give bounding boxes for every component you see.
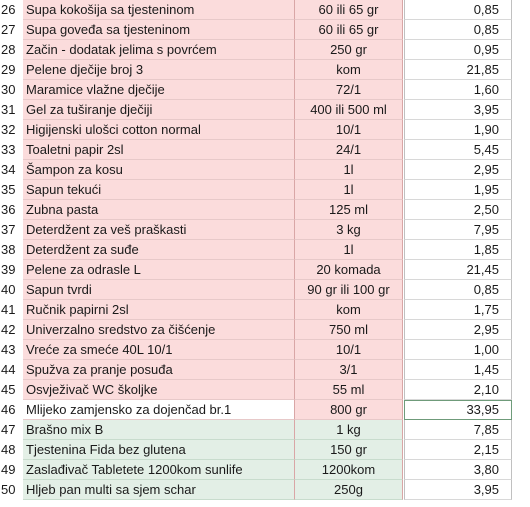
item-name-cell[interactable]: Supa goveđa sa tjesteninom xyxy=(23,20,294,40)
price-cell[interactable]: 7,85 xyxy=(404,420,512,440)
row-number-cell[interactable]: 29 xyxy=(1,62,16,77)
quantity-cell[interactable]: 250g xyxy=(294,480,403,500)
row-number-cell[interactable]: 36 xyxy=(1,202,16,217)
item-name-cell[interactable]: Zubna pasta xyxy=(23,200,294,220)
table-row xyxy=(0,300,530,320)
item-name-cell[interactable]: Spužva za pranje posuđa xyxy=(23,360,294,380)
item-name-cell[interactable]: Deterdžent za suđe xyxy=(23,240,294,260)
table-row xyxy=(0,160,530,180)
item-name-cell[interactable]: Toaletni papir 2sl xyxy=(23,140,294,160)
price-cell[interactable]: 1,85 xyxy=(404,240,512,260)
quantity-cell[interactable]: 10/1 xyxy=(294,120,403,140)
price-cell[interactable]: 1,75 xyxy=(404,300,512,320)
table-row xyxy=(0,200,530,220)
quantity-cell[interactable]: 1 kg xyxy=(294,420,403,440)
item-name-cell[interactable]: Pelene za odrasle L xyxy=(23,260,294,280)
price-cell[interactable]: 1,90 xyxy=(404,120,512,140)
row-number-cell[interactable]: 46 xyxy=(1,402,16,417)
row-number-cell[interactable]: 50 xyxy=(1,482,16,497)
quantity-cell[interactable]: 125 ml xyxy=(294,200,403,220)
quantity-cell[interactable]: 60 ili 65 gr xyxy=(294,20,403,40)
table-row xyxy=(0,340,530,360)
quantity-cell[interactable]: 150 gr xyxy=(294,440,403,460)
price-cell[interactable]: 7,95 xyxy=(404,220,512,240)
quantity-cell[interactable]: 24/1 xyxy=(294,140,403,160)
table-row xyxy=(0,240,530,260)
price-cell[interactable]: 33,95 xyxy=(404,400,512,420)
quantity-cell[interactable]: 1l xyxy=(294,240,403,260)
quantity-cell[interactable]: 72/1 xyxy=(294,80,403,100)
table-row xyxy=(0,260,530,280)
table-row xyxy=(0,380,530,400)
price-cell[interactable]: 3,80 xyxy=(404,460,512,480)
row-number-cell[interactable]: 43 xyxy=(1,342,16,357)
table-row xyxy=(0,360,530,380)
table-row xyxy=(0,460,530,480)
quantity-cell[interactable]: 400 ili 500 ml xyxy=(294,100,403,120)
item-name-cell[interactable]: Zaslađivač Tabletete 1200kom sunlife xyxy=(23,460,294,480)
quantity-cell[interactable]: kom xyxy=(294,300,403,320)
row-number-cell[interactable]: 27 xyxy=(1,22,16,37)
row-number-cell[interactable]: 30 xyxy=(1,82,16,97)
quantity-cell[interactable]: 800 gr xyxy=(294,400,403,420)
table-row xyxy=(0,100,530,120)
item-name-cell[interactable]: Univerzalno sredstvo za čišćenje xyxy=(23,320,294,340)
item-name-cell[interactable]: Ručnik papirni 2sl xyxy=(23,300,294,320)
table-row xyxy=(0,400,530,420)
row-number-cell[interactable]: 28 xyxy=(1,42,16,57)
row-number-cell[interactable]: 37 xyxy=(1,222,16,237)
row-number-cell[interactable]: 40 xyxy=(1,282,16,297)
quantity-cell[interactable]: 55 ml xyxy=(294,380,403,400)
row-number-cell[interactable]: 31 xyxy=(1,102,16,117)
item-name-cell[interactable]: Maramice vlažne dječije xyxy=(23,80,294,100)
table-row xyxy=(0,140,530,160)
row-number-cell[interactable]: 39 xyxy=(1,262,16,277)
price-cell[interactable]: 2,15 xyxy=(404,440,512,460)
quantity-cell[interactable]: 3 kg xyxy=(294,220,403,240)
quantity-cell[interactable]: kom xyxy=(294,60,403,80)
row-number-cell[interactable]: 48 xyxy=(1,442,16,457)
item-name-cell[interactable]: Brašno mix B xyxy=(23,420,294,440)
item-name-cell[interactable]: Vreće za smeće 40L 10/1 xyxy=(23,340,294,360)
item-name-cell[interactable]: Deterdžent za veš praškasti xyxy=(23,220,294,240)
item-name-cell[interactable]: Tjestenina Fida bez glutena xyxy=(23,440,294,460)
price-cell[interactable]: 0,85 xyxy=(404,20,512,40)
row-number-cell[interactable]: 47 xyxy=(1,422,16,437)
quantity-cell[interactable]: 10/1 xyxy=(294,340,403,360)
quantity-cell[interactable]: 1l xyxy=(294,180,403,200)
item-name-cell[interactable]: Sapun tekući xyxy=(23,180,294,200)
row-number-cell[interactable]: 49 xyxy=(1,462,16,477)
table-row xyxy=(0,20,530,40)
quantity-cell[interactable]: 750 ml xyxy=(294,320,403,340)
price-cell[interactable]: 2,95 xyxy=(404,320,512,340)
table-row xyxy=(0,220,530,240)
row-number-cell[interactable]: 38 xyxy=(1,242,16,257)
row-number-cell[interactable]: 33 xyxy=(1,142,16,157)
table-row xyxy=(0,120,530,140)
price-cell[interactable]: 0,85 xyxy=(404,280,512,300)
table-row xyxy=(0,0,530,20)
price-cell[interactable]: 1,60 xyxy=(404,80,512,100)
item-name-cell[interactable]: Sapun tvrdi xyxy=(23,280,294,300)
price-cell[interactable]: 3,95 xyxy=(404,100,512,120)
item-name-cell[interactable]: Hljeb pan multi sa sjem schar xyxy=(23,480,294,500)
item-name-cell[interactable]: Supa kokošija sa tjesteninom xyxy=(23,0,294,20)
item-name-cell[interactable]: Gel za tuširanje dječiji xyxy=(23,100,294,120)
quantity-cell[interactable]: 90 gr ili 100 gr xyxy=(294,280,403,300)
table-row xyxy=(0,280,530,300)
price-cell[interactable]: 0,85 xyxy=(404,0,512,20)
quantity-cell[interactable]: 20 komada xyxy=(294,260,403,280)
price-cell[interactable]: 21,45 xyxy=(404,260,512,280)
item-name-cell[interactable]: Šampon za kosu xyxy=(23,160,294,180)
price-cell[interactable]: 0,95 xyxy=(404,40,512,60)
item-name-cell[interactable]: Osvježivač WC školjke xyxy=(23,380,294,400)
price-cell[interactable]: 21,85 xyxy=(404,60,512,80)
quantity-cell[interactable]: 250 gr xyxy=(294,40,403,60)
row-number-cell[interactable]: 41 xyxy=(1,302,16,317)
row-number-cell[interactable]: 35 xyxy=(1,182,16,197)
row-number-cell[interactable]: 45 xyxy=(1,382,16,397)
item-name-cell[interactable]: Higijenski ulošci cotton normal xyxy=(23,120,294,140)
table-row xyxy=(0,440,530,460)
price-cell[interactable]: 1,00 xyxy=(404,340,512,360)
row-number-cell[interactable]: 32 xyxy=(1,122,16,137)
price-cell[interactable]: 2,50 xyxy=(404,200,512,220)
table-row xyxy=(0,480,530,500)
quantity-cell[interactable]: 3/1 xyxy=(294,360,403,380)
table-row xyxy=(0,180,530,200)
table-row xyxy=(0,80,530,100)
price-cell[interactable]: 1,45 xyxy=(404,360,512,380)
price-cell[interactable]: 2,10 xyxy=(404,380,512,400)
price-cell[interactable]: 3,95 xyxy=(404,480,512,500)
row-number-cell[interactable]: 34 xyxy=(1,162,16,177)
quantity-cell[interactable]: 1l xyxy=(294,160,403,180)
table-row xyxy=(0,60,530,80)
item-name-cell[interactable]: Začin - dodatak jelima s povrćem xyxy=(23,40,294,60)
row-number-cell[interactable]: 44 xyxy=(1,362,16,377)
table-row xyxy=(0,40,530,60)
quantity-cell[interactable]: 1200kom xyxy=(294,460,403,480)
item-name-cell[interactable]: Mlijeko zamjensko za dojenčad br.1 xyxy=(23,400,294,420)
item-name-cell[interactable]: Pelene dječije broj 3 xyxy=(23,60,294,80)
row-number-cell[interactable]: 42 xyxy=(1,322,16,337)
row-number-cell[interactable]: 26 xyxy=(1,2,16,17)
table-row xyxy=(0,420,530,440)
price-cell[interactable]: 2,95 xyxy=(404,160,512,180)
price-cell[interactable]: 1,95 xyxy=(404,180,512,200)
price-cell[interactable]: 5,45 xyxy=(404,140,512,160)
quantity-cell[interactable]: 60 ili 65 gr xyxy=(294,0,403,20)
table-row xyxy=(0,320,530,340)
